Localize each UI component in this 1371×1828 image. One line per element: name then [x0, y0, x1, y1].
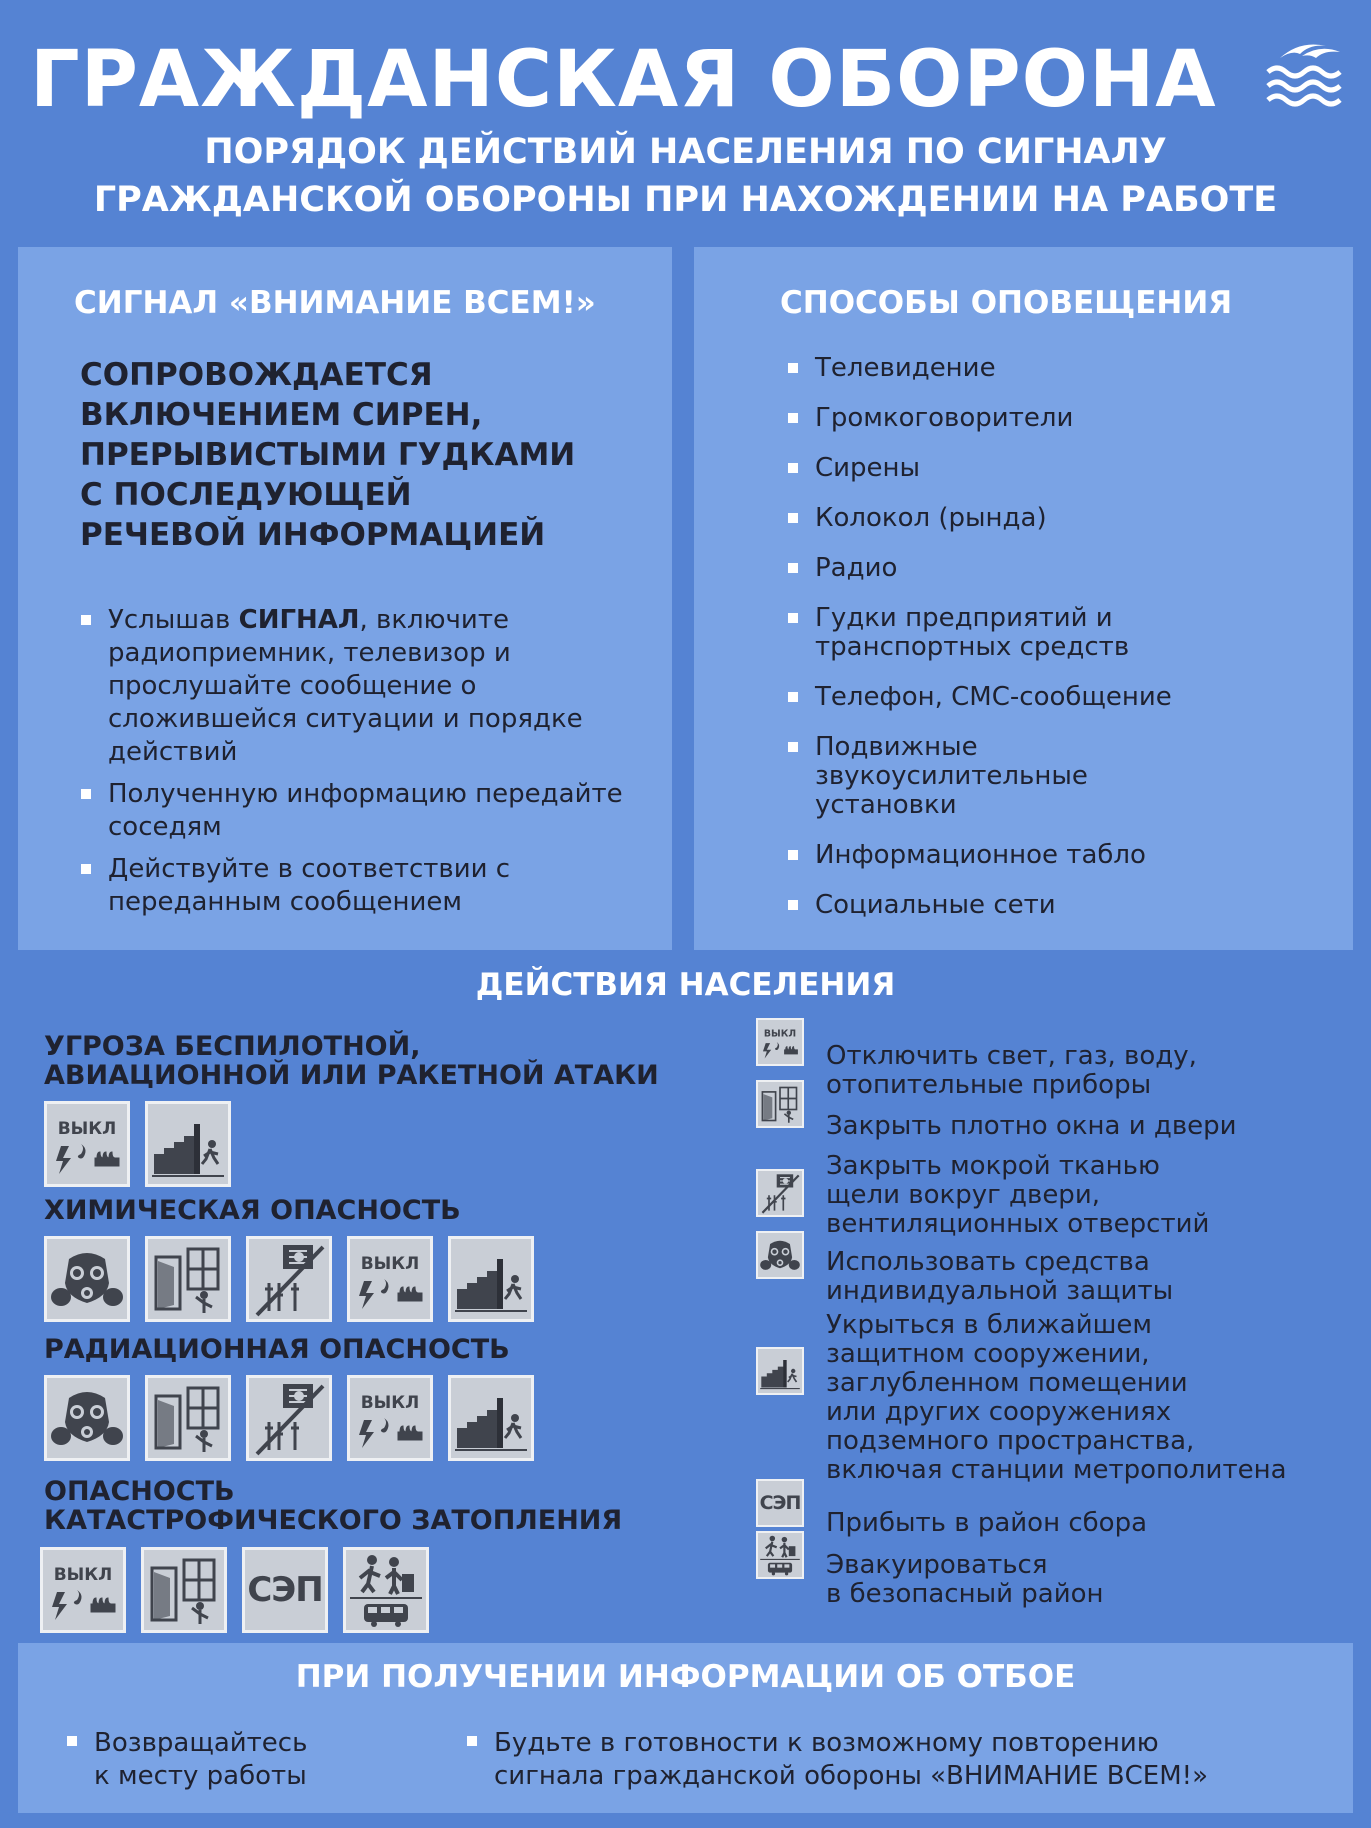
signal-description-line: РЕЧЕВОЙ ИНФОРМАЦИЕЙ	[80, 517, 546, 553]
shelter-icon	[448, 1375, 534, 1461]
notification-item: Радио	[815, 554, 1345, 583]
threat-title-line: КАТАСТРОФИЧЕСКОГО ЗАТОПЛЕНИЯ	[44, 1505, 623, 1536]
signal-panel	[18, 247, 672, 950]
legend-line: индивидуальной защиты	[826, 1276, 1174, 1306]
notification-item: Колокол (рында)	[815, 504, 1345, 533]
evacuation-icon	[756, 1531, 804, 1579]
gas-mask-icon	[756, 1231, 804, 1279]
threat-icons-chemical	[44, 1236, 534, 1322]
legend-line: в безопасный район	[826, 1579, 1104, 1609]
all-clear-line: Будьте в готовности к возможному повторению	[494, 1728, 1159, 1758]
all-clear-item	[494, 1727, 1208, 1793]
signal-title: СИГНАЛ «ВНИМАНИЕ ВСЕМ!»	[74, 285, 596, 321]
notification-item: Информационное табло	[815, 841, 1345, 870]
evacuation-icon	[343, 1547, 429, 1633]
instruction-text: , включите радиоприемник, телевизор и прослушайте сообщение о сложившейся ситуации и порядке действий	[108, 605, 583, 767]
legend-line: Укрыться в ближайшем	[826, 1310, 1153, 1340]
legend-text	[826, 1248, 1371, 1306]
subtitle-line-1: ПОРЯДОК ДЕЙСТВИЙ НАСЕЛЕНИЯ ПО СИГНАЛУ	[204, 132, 1167, 172]
signal-description-line: ВКЛЮЧЕНИЕМ СИРЕН,	[80, 397, 483, 433]
power-off-icon	[347, 1236, 433, 1322]
legend-line: Закрыть плотно окна и двери	[826, 1111, 1237, 1141]
assembly-point-icon	[242, 1547, 328, 1633]
legend-line: Использовать средства	[826, 1247, 1150, 1277]
threat-icons-flood	[40, 1547, 429, 1633]
page-title: ГРАЖДАНСКАЯ ОБОРОНА	[30, 35, 1217, 125]
legend-line: щели вокруг двери,	[826, 1180, 1100, 1210]
signal-instruction-item: Действуйте в соответствии с переданным сообщением	[108, 853, 668, 919]
legend-line: включая станции метрополитена	[826, 1455, 1287, 1485]
power-off-icon	[347, 1375, 433, 1461]
threat-title-line: АВИАЦИОННОЙ ИЛИ РАКЕТНОЙ АТАКИ	[44, 1060, 659, 1091]
legend-text	[826, 1551, 1371, 1609]
legend-text	[826, 1042, 1371, 1100]
legend-line: Прибыть в район сбора	[826, 1508, 1148, 1538]
legend-line: вентиляционных отверстий	[826, 1209, 1210, 1239]
power-off-icon	[44, 1101, 130, 1187]
all-clear-panel	[18, 1643, 1353, 1813]
legend-line: отопительные приборы	[826, 1070, 1152, 1100]
all-clear-line: Возвращайтесь	[94, 1728, 308, 1758]
power-off-icon	[756, 1018, 804, 1066]
waves-logo-icon	[1262, 36, 1344, 108]
close-windows-icon	[145, 1236, 231, 1322]
legend-line: подземного пространства,	[826, 1426, 1195, 1456]
page-subtitle	[0, 128, 1371, 224]
shelter-icon	[145, 1101, 231, 1187]
shelter-icon	[448, 1236, 534, 1322]
gas-mask-icon	[44, 1375, 130, 1461]
notification-item: Телефон, СМС-сообщение	[815, 683, 1345, 712]
all-clear-title: ПРИ ПОЛУЧЕНИИ ИНФОРМАЦИИ ОБ ОТБОЕ	[295, 1659, 1076, 1695]
legend-line: или других сооружениях	[826, 1397, 1172, 1427]
subtitle-line-2: ГРАЖДАНСКОЙ ОБОРОНЫ ПРИ НАХОЖДЕНИИ НА РАБОТЕ	[93, 180, 1278, 220]
signal-instruction-item: Полученную информацию передайте соседям	[108, 778, 668, 844]
signal-description-line: ПРЕРЫВИСТЫМИ ГУДКАМИ	[80, 437, 576, 473]
notification-item: Сирены	[815, 454, 1345, 483]
notification-title: СПОСОБЫ ОПОВЕЩЕНИЯ	[780, 285, 1233, 321]
close-windows-icon	[141, 1547, 227, 1633]
seal-cracks-icon	[246, 1236, 332, 1322]
signal-description-line: СОПРОВОЖДАЕТСЯ	[80, 357, 433, 393]
legend-line: защитном сооружении,	[826, 1339, 1150, 1369]
all-clear-line: сигнала гражданской обороны «ВНИМАНИЕ ВСЕМ!»	[494, 1761, 1208, 1791]
actions-title: ДЕЙСТВИЯ НАСЕЛЕНИЯ	[475, 967, 896, 1003]
legend-text	[826, 1509, 1371, 1538]
threat-title-flood	[44, 1477, 744, 1535]
power-off-icon	[40, 1547, 126, 1633]
close-windows-icon	[756, 1080, 804, 1128]
signal-description-line: С ПОСЛЕДУЮЩЕЙ	[80, 477, 412, 513]
assembly-point-icon	[756, 1479, 804, 1527]
threat-icons-attack	[44, 1101, 231, 1187]
threat-icons-radiation	[44, 1375, 534, 1461]
notification-item: Подвижные звукоусилительные установки	[815, 733, 1145, 820]
seal-cracks-icon	[756, 1169, 804, 1217]
notification-item: Громкоговорители	[815, 404, 1345, 433]
notification-item: Телевидение	[815, 354, 1345, 383]
notification-list	[815, 354, 1345, 941]
gas-mask-icon	[44, 1236, 130, 1322]
notification-item: Социальные сети	[815, 891, 1345, 920]
signal-instruction-item	[108, 604, 668, 769]
notification-methods-panel	[694, 247, 1353, 950]
threat-title-line: ХИМИЧЕСКАЯ ОПАСНОСТЬ	[44, 1195, 461, 1226]
legend-text	[826, 1311, 1371, 1485]
seal-cracks-icon	[246, 1375, 332, 1461]
signal-description	[80, 355, 660, 555]
legend-text	[826, 1152, 1371, 1239]
signal-instructions	[108, 604, 668, 928]
legend-line: Закрыть мокрой тканью	[826, 1151, 1160, 1181]
threat-title-line: ОПАСНОСТЬ	[44, 1476, 235, 1507]
legend-line: Эвакуироваться	[826, 1550, 1048, 1580]
assembly-point-label: СЭП	[759, 1492, 801, 1514]
instruction-text: Услышав	[108, 605, 239, 635]
legend-line: Отключить свет, газ, воду,	[826, 1041, 1197, 1071]
instruction-bold-text: СИГНАЛ	[238, 605, 360, 635]
notification-item: Гудки предприятий и транспортных средств	[815, 604, 1235, 662]
all-clear-line: к месту работы	[94, 1761, 307, 1791]
threat-title-radiation	[44, 1335, 744, 1364]
shelter-icon	[756, 1347, 804, 1395]
legend-line: заглубленном помещении	[826, 1368, 1188, 1398]
legend-text	[826, 1112, 1371, 1141]
assembly-point-label: СЭП	[247, 1570, 323, 1610]
close-windows-icon	[145, 1375, 231, 1461]
all-clear-item	[94, 1727, 307, 1793]
threat-title-line: УГРОЗА БЕСПИЛОТНОЙ,	[44, 1031, 421, 1062]
threat-title-attack	[44, 1032, 744, 1090]
threat-title-line: РАДИАЦИОННАЯ ОПАСНОСТЬ	[44, 1334, 510, 1365]
threat-title-chemical	[44, 1196, 744, 1225]
